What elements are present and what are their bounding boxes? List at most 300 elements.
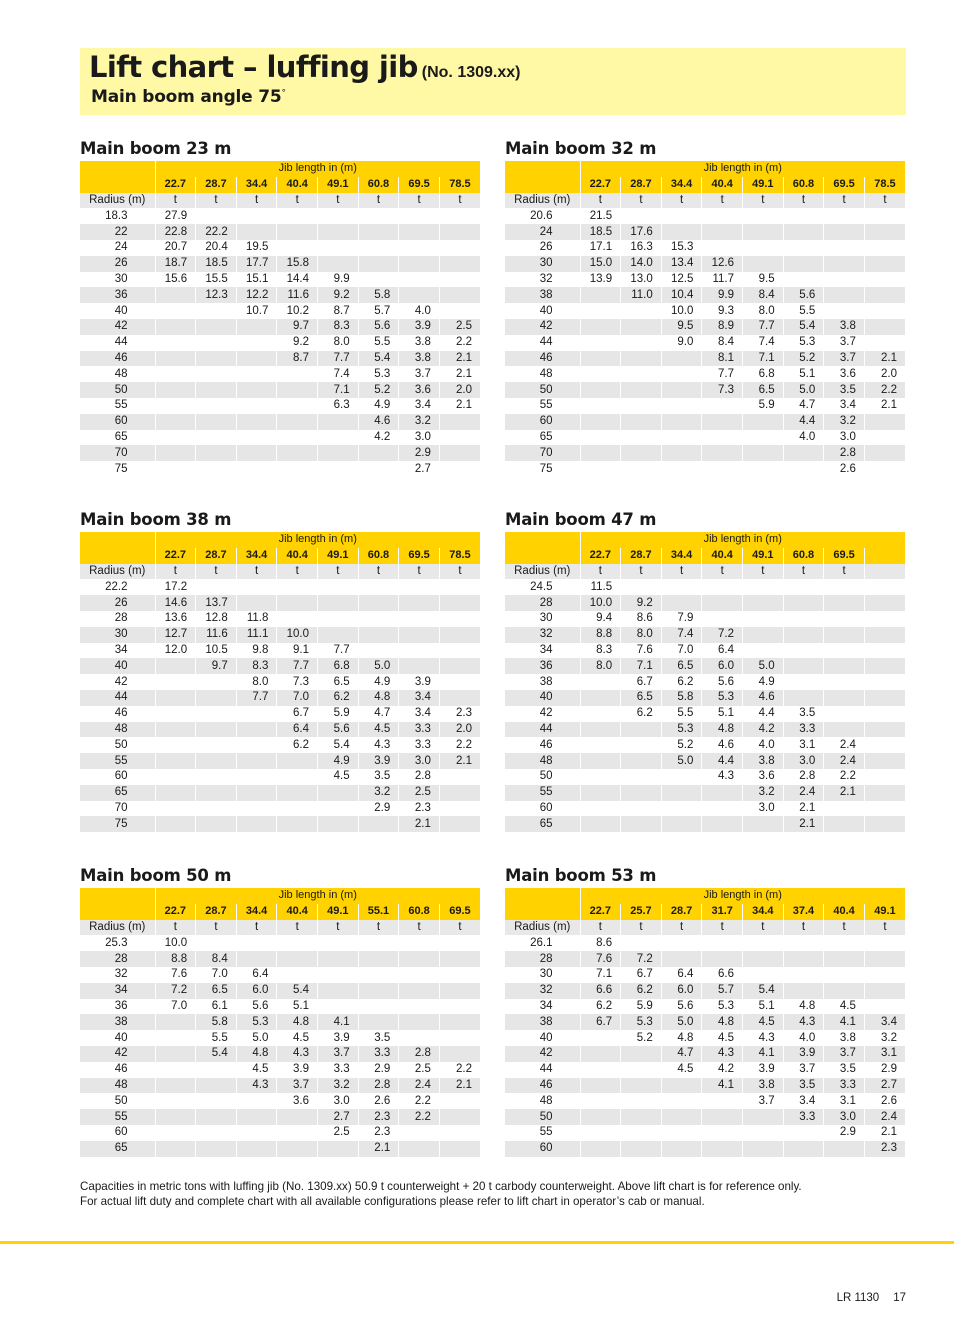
capacity-cell: 17.6 [621,224,662,240]
radius-cell: 34 [80,643,155,659]
capacity-cell [439,967,480,983]
capacity-cell: 3.7 [783,1062,824,1078]
capacity-cell [196,753,237,769]
capacity-cell [580,1046,621,1062]
capacity-cell [783,272,824,288]
capacity-cell: 7.7 [318,643,359,659]
table-row [80,1078,480,1094]
capacity-cell [743,414,784,430]
capacity-cell [783,983,824,999]
capacity-cell: 3.4 [783,1093,824,1109]
capacity-cell [358,627,399,643]
capacity-cell [661,461,702,477]
capacity-cell [580,461,621,477]
capacity-cell: 3.9 [743,1062,784,1078]
table-row [80,658,480,674]
capacity-cell: 4.0 [399,303,440,319]
capacity-cell: 22.2 [196,224,237,240]
capacity-cell [439,674,480,690]
table-row [505,1062,905,1078]
capacity-cell [399,658,440,674]
capacity-cell: 3.3 [399,737,440,753]
units-row [505,920,905,936]
capacity-cell [621,398,662,414]
capacity-cell [864,208,905,224]
capacity-cell [439,287,480,303]
capacity-cell [783,1141,824,1157]
capacity-cell [196,935,237,951]
table-row [505,769,905,785]
radius-label: Radius (m) [80,920,155,936]
capacity-cell [824,722,865,738]
capacity-cell: 5.3 [661,722,702,738]
capacity-cell [743,1109,784,1125]
capacity-cell: 5.3 [702,999,743,1015]
capacity-cell: 2.1 [439,366,480,382]
capacity-cell: 17.2 [155,579,196,595]
capacity-cell: 4.6 [358,414,399,430]
capacity-cell: 3.2 [399,414,440,430]
capacity-cell: 5.6 [783,287,824,303]
radius-cell: 46 [80,1062,155,1078]
capacity-cell: 3.2 [864,1030,905,1046]
capacity-cell [236,366,277,382]
capacity-cell: 5.3 [236,1014,277,1030]
jib-length-label: Jib length in (m) [580,532,905,548]
capacity-cell [621,816,662,832]
radius-cell: 32 [80,967,155,983]
capacity-cell: 3.2 [824,414,865,430]
table-row [505,224,905,240]
jib-values-row [80,177,480,193]
capacity-cell [318,414,359,430]
capacity-cell [661,579,702,595]
capacity-cell: 6.2 [318,690,359,706]
capacity-cell: 3.5 [358,1030,399,1046]
radius-cell: 30 [505,611,580,627]
table-row [505,816,905,832]
capacity-cell: 6.3 [318,398,359,414]
capacity-cell [580,1062,621,1078]
lift-table [80,532,480,832]
capacity-cell [399,287,440,303]
capacity-cell [155,674,196,690]
capacity-cell [621,785,662,801]
table-row [505,272,905,288]
capacity-cell: 2.0 [864,366,905,382]
capacity-cell [277,366,318,382]
unit-label: t [743,193,784,209]
capacity-cell: 5.3 [358,366,399,382]
capacity-cell: 9.8 [236,643,277,659]
capacity-cell: 3.7 [318,1046,359,1062]
capacity-cell: 4.3 [783,1014,824,1030]
capacity-cell [439,658,480,674]
jib-length-value: 34.4 [661,548,702,564]
capacity-cell [580,1109,621,1125]
table-row [80,753,480,769]
unit-label: t [702,920,743,936]
radius-cell: 55 [505,1125,580,1141]
capacity-cell [358,951,399,967]
radius-cell: 42 [505,1046,580,1062]
page-subtitle-text: Main boom angle 75 [91,87,282,107]
capacity-cell: 17.1 [580,240,621,256]
capacity-cell: 5.5 [196,1030,237,1046]
capacity-cell: 5.8 [196,1014,237,1030]
capacity-cell [783,627,824,643]
page-number: 17 [893,1292,906,1304]
capacity-cell [399,1014,440,1030]
capacity-cell [236,445,277,461]
capacity-cell: 6.8 [743,366,784,382]
capacity-cell: 7.0 [277,690,318,706]
unit-label: t [399,193,440,209]
radius-cell: 42 [505,706,580,722]
capacity-cell [318,256,359,272]
capacity-cell [277,1141,318,1157]
capacity-cell: 3.6 [277,1093,318,1109]
capacity-cell: 20.7 [155,240,196,256]
capacity-cell: 7.6 [580,951,621,967]
capacity-cell [155,335,196,351]
jib-values-row [80,548,480,564]
capacity-cell [580,1093,621,1109]
unit-label: t [824,920,865,936]
radius-cell: 55 [505,785,580,801]
radius-cell: 30 [80,627,155,643]
capacity-cell [783,967,824,983]
capacity-cell [439,445,480,461]
capacity-cell [743,595,784,611]
radius-cell: 50 [505,769,580,785]
radius-cell: 65 [505,816,580,832]
capacity-cell [824,643,865,659]
capacity-cell: 2.6 [864,1093,905,1109]
table-row [505,999,905,1015]
capacity-cell: 14.0 [621,256,662,272]
capacity-cell [661,595,702,611]
radius-cell: 48 [505,1093,580,1109]
capacity-cell [277,816,318,832]
section-title: Main boom 23 m [80,139,232,158]
jib-length-value: 60.8 [358,177,399,193]
radius-cell: 40 [505,1030,580,1046]
capacity-cell [783,951,824,967]
capacity-cell: 13.7 [196,595,237,611]
capacity-cell: 3.0 [318,1093,359,1109]
capacity-cell: 4.1 [702,1078,743,1094]
capacity-cell: 18.5 [196,256,237,272]
header-blank-cell [80,532,155,548]
radius-cell: 26 [505,240,580,256]
capacity-cell [399,595,440,611]
capacity-cell [580,351,621,367]
capacity-cell [743,208,784,224]
radius-cell: 28 [505,595,580,611]
unit-label: t [196,193,237,209]
capacity-cell [580,445,621,461]
capacity-cell: 4.8 [236,1046,277,1062]
jib-length-header-row [80,161,480,177]
radius-cell: 44 [505,722,580,738]
capacity-cell: 5.9 [743,398,784,414]
capacity-cell [155,722,196,738]
capacity-cell [621,445,662,461]
jib-length-value: 69.5 [439,904,480,920]
capacity-cell [864,414,905,430]
table-row [80,1030,480,1046]
jib-length-value: 49.1 [743,548,784,564]
radius-cell: 26 [80,595,155,611]
table-row [80,690,480,706]
capacity-cell: 6.5 [621,690,662,706]
jib-length-header-row [80,888,480,904]
table-row [505,643,905,659]
capacity-cell [661,398,702,414]
lift-table [505,532,905,832]
capacity-cell [439,816,480,832]
capacity-cell: 22.8 [155,224,196,240]
capacity-cell: 6.7 [621,674,662,690]
capacity-cell [155,658,196,674]
capacity-cell: 7.7 [318,351,359,367]
capacity-cell: 3.3 [358,1046,399,1062]
capacity-cell: 8.6 [580,935,621,951]
capacity-cell: 5.1 [277,999,318,1015]
capacity-cell [277,398,318,414]
capacity-cell [196,430,237,446]
capacity-cell: 10.0 [580,595,621,611]
capacity-cell: 7.4 [743,335,784,351]
capacity-cell [702,595,743,611]
capacity-cell: 5.0 [783,382,824,398]
capacity-cell: 8.0 [318,335,359,351]
unit-label: t [399,564,440,580]
radius-label: Radius (m) [505,564,580,580]
capacity-cell: 6.5 [196,983,237,999]
unit-label: t [277,564,318,580]
capacity-cell: 8.7 [277,351,318,367]
capacity-cell [358,256,399,272]
capacity-cell [702,414,743,430]
capacity-cell [661,445,702,461]
radius-cell: 75 [80,461,155,477]
radius-cell: 46 [80,706,155,722]
capacity-cell: 7.7 [743,319,784,335]
capacity-cell: 19.5 [236,240,277,256]
capacity-cell [358,208,399,224]
capacity-cell [155,737,196,753]
capacity-cell [661,816,702,832]
jib-length-value: 55.1 [358,904,399,920]
capacity-cell [277,769,318,785]
capacity-cell [702,1109,743,1125]
capacity-cell: 6.6 [702,967,743,983]
radius-cell: 50 [80,382,155,398]
capacity-cell: 2.4 [824,753,865,769]
capacity-cell: 2.3 [864,1141,905,1157]
capacity-cell [196,1109,237,1125]
capacity-cell [358,816,399,832]
table-row [505,382,905,398]
capacity-cell: 5.6 [236,999,277,1015]
header-blank-cell [505,177,580,193]
section-title: Main boom 38 m [80,510,232,529]
capacity-cell: 5.4 [783,319,824,335]
capacity-cell [318,816,359,832]
capacity-cell [864,674,905,690]
capacity-cell [155,801,196,817]
capacity-cell [824,935,865,951]
capacity-cell [277,461,318,477]
radius-cell: 55 [505,398,580,414]
jib-length-value: 22.7 [580,904,621,920]
radius-cell: 40 [505,690,580,706]
radius-cell: 60 [80,414,155,430]
capacity-cell: 3.5 [358,769,399,785]
capacity-cell [439,801,480,817]
capacity-cell: 3.5 [783,706,824,722]
capacity-cell [621,1141,662,1157]
table-row [505,1078,905,1094]
unit-label: t [824,564,865,580]
capacity-cell [236,414,277,430]
capacity-cell [864,287,905,303]
capacity-cell: 3.7 [277,1078,318,1094]
jib-length-value: 22.7 [155,548,196,564]
capacity-cell: 3.1 [824,1093,865,1109]
capacity-cell [783,935,824,951]
capacity-cell: 18.7 [155,256,196,272]
header-blank-cell [80,177,155,193]
table-row [80,627,480,643]
capacity-cell: 3.0 [399,753,440,769]
capacity-cell [783,461,824,477]
capacity-cell [236,801,277,817]
capacity-cell [399,1030,440,1046]
radius-cell: 65 [80,1141,155,1157]
radius-cell: 48 [505,753,580,769]
radius-cell: 70 [505,445,580,461]
capacity-cell: 2.1 [783,801,824,817]
capacity-cell: 8.6 [621,611,662,627]
capacity-cell: 4.5 [358,722,399,738]
capacity-cell [824,287,865,303]
capacity-cell: 4.0 [743,737,784,753]
capacity-cell [702,785,743,801]
capacity-cell [155,445,196,461]
radius-cell: 44 [80,335,155,351]
radius-cell: 75 [505,461,580,477]
capacity-cell: 10.7 [236,303,277,319]
capacity-cell: 8.4 [702,335,743,351]
capacity-cell: 4.8 [358,690,399,706]
table-row [505,319,905,335]
capacity-cell [661,1141,702,1157]
capacity-cell [743,627,784,643]
capacity-cell [621,366,662,382]
capacity-cell [236,737,277,753]
capacity-cell [621,461,662,477]
capacity-cell [155,319,196,335]
page-title-suffix: (No. 1309.xx) [421,64,521,81]
capacity-cell: 2.4 [399,1078,440,1094]
capacity-cell: 3.4 [864,1014,905,1030]
capacity-cell: 2.4 [864,1109,905,1125]
capacity-cell [580,287,621,303]
capacity-cell [824,240,865,256]
jib-length-header-row [505,532,905,548]
capacity-cell: 2.2 [399,1109,440,1125]
capacity-cell: 8.3 [236,658,277,674]
table-row [505,1125,905,1141]
capacity-cell: 4.4 [783,414,824,430]
jib-length-value: 40.4 [277,177,318,193]
capacity-cell: 3.7 [824,351,865,367]
header-blank-cell [80,888,155,904]
capacity-cell: 4.1 [743,1046,784,1062]
capacity-cell [661,1125,702,1141]
capacity-cell [439,430,480,446]
table-row [505,785,905,801]
capacity-cell: 3.9 [358,753,399,769]
capacity-cell [318,430,359,446]
capacity-cell [439,785,480,801]
capacity-cell [621,579,662,595]
capacity-cell [236,1093,277,1109]
capacity-cell: 9.5 [743,272,784,288]
capacity-cell [743,256,784,272]
capacity-cell [399,983,440,999]
capacity-cell: 5.0 [743,658,784,674]
capacity-cell [864,967,905,983]
capacity-cell: 4.8 [702,722,743,738]
capacity-cell [743,611,784,627]
table-row [505,967,905,983]
lift-table [505,888,905,1157]
capacity-cell [439,627,480,643]
table-row [80,706,480,722]
capacity-cell [277,240,318,256]
capacity-cell: 11.0 [621,287,662,303]
capacity-cell: 6.2 [580,999,621,1015]
table-row [80,1062,480,1078]
capacity-cell [439,414,480,430]
jib-length-value: 34.4 [236,904,277,920]
table-row [80,256,480,272]
capacity-cell [580,382,621,398]
capacity-cell: 3.0 [783,753,824,769]
capacity-cell: 3.0 [824,1109,865,1125]
capacity-cell: 5.4 [358,351,399,367]
capacity-cell [439,690,480,706]
capacity-cell [277,935,318,951]
capacity-cell [439,1014,480,1030]
capacity-cell: 9.2 [277,335,318,351]
capacity-cell [824,595,865,611]
capacity-cell [358,935,399,951]
capacity-cell [277,414,318,430]
capacity-cell [318,951,359,967]
capacity-cell: 17.7 [236,256,277,272]
unit-label: t [236,564,277,580]
jib-length-value: 69.5 [824,177,865,193]
table-row [505,983,905,999]
table-row [80,611,480,627]
capacity-cell: 2.9 [358,1062,399,1078]
capacity-cell [236,224,277,240]
